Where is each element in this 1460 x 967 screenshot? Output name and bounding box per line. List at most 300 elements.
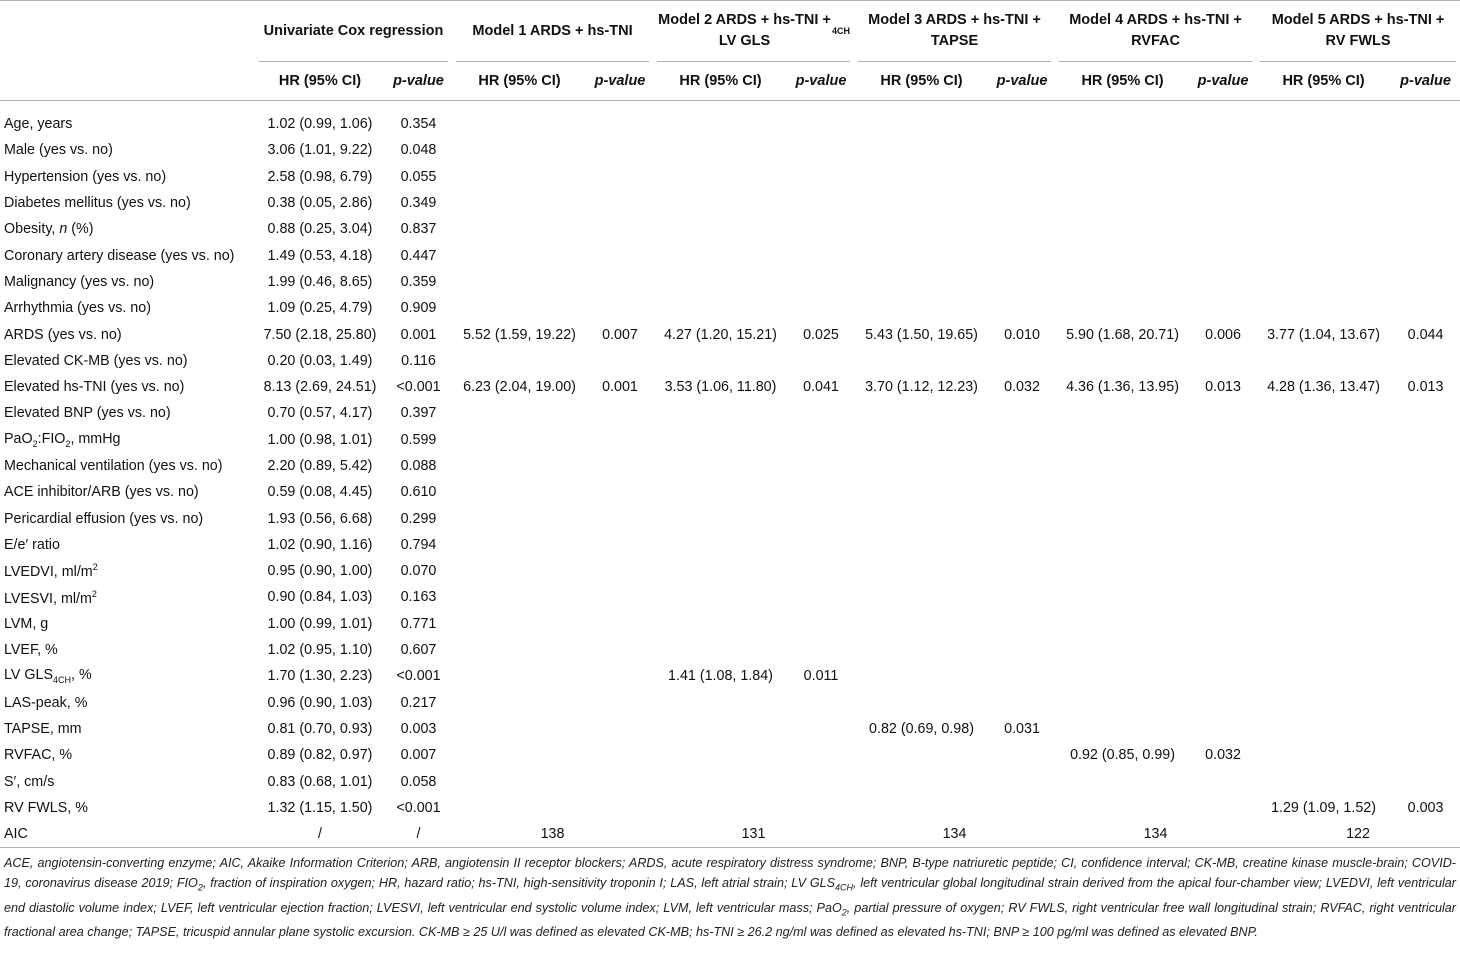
p-cell bbox=[1391, 453, 1460, 479]
hr-cell: 1.02 (0.95, 1.10) bbox=[267, 642, 373, 659]
col-p: p-value bbox=[1190, 62, 1256, 101]
col-hr: HR (95% CI) bbox=[1055, 62, 1190, 101]
hr-cell: 1.70 (1.30, 2.23) bbox=[267, 668, 373, 685]
hr-cell bbox=[1256, 295, 1391, 321]
hr-cell bbox=[854, 663, 989, 689]
col-hr: HR (95% CI) bbox=[255, 62, 385, 101]
p-cell: 0.447 bbox=[400, 247, 437, 264]
group-univariate: Univariate Cox regression bbox=[255, 1, 452, 63]
aic-cell: 134 bbox=[1055, 821, 1256, 848]
p-cell bbox=[587, 558, 653, 584]
row-label: Malignancy (yes vs. no) bbox=[4, 273, 155, 290]
p-cell bbox=[587, 400, 653, 426]
p-cell: 0.610 bbox=[400, 484, 437, 501]
hr-cell: 1.02 (0.90, 1.16) bbox=[267, 536, 373, 553]
p-cell bbox=[587, 453, 653, 479]
hr-cell bbox=[1055, 242, 1190, 268]
p-cell: 0.011 bbox=[803, 668, 839, 685]
p-cell bbox=[1190, 768, 1256, 794]
hr-cell: 0.70 (0.57, 4.17) bbox=[267, 405, 373, 422]
hr-cell bbox=[653, 348, 788, 374]
hr-cell bbox=[1256, 111, 1391, 137]
p-cell bbox=[587, 348, 653, 374]
p-cell bbox=[1190, 164, 1256, 190]
header-group-row bbox=[0, 1, 1460, 63]
hr-cell bbox=[1055, 479, 1190, 505]
hr-cell bbox=[854, 558, 989, 584]
table-row bbox=[0, 137, 1460, 163]
hr-cell bbox=[1256, 637, 1391, 663]
row-label: RV FWLS, % bbox=[4, 799, 88, 816]
p-cell bbox=[1391, 479, 1460, 505]
hr-cell bbox=[1055, 137, 1190, 163]
p-cell bbox=[788, 295, 854, 321]
hr-cell: 7.50 (2.18, 25.80) bbox=[263, 326, 377, 343]
hr-cell bbox=[653, 137, 788, 163]
p-cell: 0.055 bbox=[400, 168, 437, 185]
hr-cell: 8.13 (2.69, 24.51) bbox=[263, 379, 377, 396]
p-cell: 0.031 bbox=[1004, 720, 1040, 737]
hr-cell bbox=[653, 768, 788, 794]
row-label: $PaO_2:FIO_2$, mmHg bbox=[4, 430, 121, 449]
hr-cell: 1.02 (0.99, 1.06) bbox=[267, 116, 373, 133]
p-cell: 0.163 bbox=[400, 589, 437, 606]
table-row bbox=[0, 427, 1460, 453]
hr-cell bbox=[854, 269, 989, 295]
hr-cell bbox=[1256, 269, 1391, 295]
row-label: ARDS (yes vs. no) bbox=[4, 326, 122, 343]
hr-cell bbox=[1256, 663, 1391, 689]
p-cell: 0.397 bbox=[400, 405, 437, 422]
p-cell: 0.607 bbox=[400, 642, 437, 659]
hr-cell bbox=[452, 427, 587, 453]
table-row bbox=[0, 611, 1460, 637]
p-cell bbox=[587, 690, 653, 716]
table-row bbox=[0, 742, 1460, 768]
row-label: Arrhythmia (yes vs. no) bbox=[4, 300, 151, 317]
hr-cell bbox=[452, 742, 587, 768]
p-cell bbox=[788, 716, 854, 742]
p-cell: 0.032 bbox=[1004, 379, 1040, 396]
row-label: Elevated hs-TNI (yes vs. no) bbox=[4, 379, 185, 396]
p-cell bbox=[989, 111, 1055, 137]
table-row bbox=[0, 505, 1460, 531]
hr-cell bbox=[1256, 768, 1391, 794]
col-p: p-value bbox=[788, 62, 854, 101]
hr-cell bbox=[452, 137, 587, 163]
p-cell bbox=[1391, 584, 1460, 610]
hr-cell bbox=[1256, 611, 1391, 637]
table-row bbox=[0, 663, 1460, 689]
hr-cell: 0.90 (0.84, 1.03) bbox=[267, 589, 373, 606]
table-row bbox=[0, 269, 1460, 295]
hr-cell bbox=[854, 742, 989, 768]
p-cell: 0.007 bbox=[602, 326, 638, 343]
p-cell bbox=[1391, 111, 1460, 137]
p-cell bbox=[1190, 795, 1256, 821]
table-row bbox=[0, 795, 1460, 821]
p-cell bbox=[989, 742, 1055, 768]
p-cell bbox=[788, 690, 854, 716]
table-row bbox=[0, 479, 1460, 505]
hr-cell: 3.70 (1.12, 12.23) bbox=[865, 379, 978, 396]
p-cell bbox=[1190, 637, 1256, 663]
p-cell bbox=[989, 795, 1055, 821]
hr-cell: 1.09 (0.25, 4.79) bbox=[267, 300, 373, 317]
p-cell: 0.058 bbox=[400, 773, 437, 790]
table-row bbox=[0, 532, 1460, 558]
p-cell bbox=[788, 611, 854, 637]
hr-cell bbox=[854, 795, 989, 821]
p-cell: 0.771 bbox=[400, 615, 437, 632]
hr-cell bbox=[653, 295, 788, 321]
p-cell bbox=[989, 637, 1055, 663]
hr-cell bbox=[1055, 637, 1190, 663]
p-cell bbox=[989, 164, 1055, 190]
p-cell bbox=[989, 690, 1055, 716]
p-cell: 0.041 bbox=[803, 379, 839, 396]
hr-cell bbox=[653, 164, 788, 190]
hr-cell: 0.89 (0.82, 0.97) bbox=[267, 747, 373, 764]
p-cell bbox=[1190, 427, 1256, 453]
p-cell bbox=[788, 269, 854, 295]
p-cell bbox=[788, 190, 854, 216]
p-cell bbox=[989, 216, 1055, 242]
hr-cell bbox=[854, 216, 989, 242]
hr-cell bbox=[1055, 690, 1190, 716]
hr-cell bbox=[854, 690, 989, 716]
p-cell bbox=[587, 795, 653, 821]
p-cell: <0.001 bbox=[396, 379, 441, 396]
hr-cell bbox=[854, 137, 989, 163]
row-label: TAPSE, mm bbox=[4, 720, 82, 737]
hr-cell: 1.49 (0.53, 4.18) bbox=[267, 247, 373, 264]
p-cell: 0.010 bbox=[1004, 326, 1040, 343]
hr-cell bbox=[1256, 164, 1391, 190]
p-cell: 0.349 bbox=[400, 195, 437, 212]
p-cell: 0.025 bbox=[803, 326, 839, 343]
row-label: LV $GLS_{4CH}$, % bbox=[4, 667, 92, 686]
table-row bbox=[0, 821, 1460, 848]
table-row bbox=[0, 584, 1460, 610]
p-cell bbox=[587, 768, 653, 794]
hr-cell bbox=[1055, 348, 1190, 374]
hr-cell bbox=[1256, 348, 1391, 374]
p-cell bbox=[1190, 269, 1256, 295]
hr-cell bbox=[653, 584, 788, 610]
table-body bbox=[0, 101, 1460, 848]
aic-cell: / bbox=[255, 821, 385, 848]
hr-cell: 1.93 (0.56, 6.68) bbox=[267, 510, 373, 527]
p-cell bbox=[989, 611, 1055, 637]
hr-cell bbox=[1055, 400, 1190, 426]
p-cell bbox=[788, 742, 854, 768]
p-cell: 0.116 bbox=[401, 352, 436, 369]
p-cell bbox=[1190, 558, 1256, 584]
row-label: Pericardial effusion (yes vs. no) bbox=[4, 510, 204, 527]
hr-cell bbox=[452, 453, 587, 479]
hr-cell bbox=[452, 795, 587, 821]
table-row bbox=[0, 111, 1460, 137]
hr-cell: 0.20 (0.03, 1.49) bbox=[267, 352, 373, 369]
hr-cell bbox=[653, 505, 788, 531]
p-cell bbox=[587, 637, 653, 663]
hr-cell: 1.41 (1.08, 1.84) bbox=[668, 668, 773, 685]
p-cell bbox=[788, 348, 854, 374]
p-cell bbox=[989, 242, 1055, 268]
p-cell bbox=[788, 479, 854, 505]
p-cell: 0.013 bbox=[1407, 379, 1444, 396]
p-cell: 0.006 bbox=[1205, 326, 1241, 343]
p-cell bbox=[587, 584, 653, 610]
p-cell: 0.007 bbox=[400, 747, 437, 764]
p-cell bbox=[1391, 295, 1460, 321]
row-label: LAS-peak, % bbox=[4, 694, 88, 711]
p-cell bbox=[788, 795, 854, 821]
hr-cell: 2.20 (0.89, 5.42) bbox=[267, 458, 373, 474]
p-cell bbox=[587, 716, 653, 742]
p-cell bbox=[587, 216, 653, 242]
hr-cell bbox=[854, 427, 989, 453]
table-row bbox=[0, 216, 1460, 242]
p-cell bbox=[1190, 453, 1256, 479]
aic-cell: / bbox=[385, 821, 452, 848]
p-cell bbox=[788, 558, 854, 584]
hr-cell: 1.00 (0.98, 1.01) bbox=[267, 431, 373, 448]
p-cell bbox=[1190, 400, 1256, 426]
hr-cell bbox=[1055, 716, 1190, 742]
group-model-2: Model 2 ARDS + hs-TNI + LV GLS 4CH bbox=[653, 1, 854, 63]
p-cell bbox=[587, 164, 653, 190]
p-cell: 0.909 bbox=[400, 300, 437, 317]
p-cell bbox=[1391, 742, 1460, 768]
hr-cell bbox=[1256, 690, 1391, 716]
hr-cell bbox=[653, 190, 788, 216]
header-column-row bbox=[0, 62, 1460, 101]
p-cell bbox=[788, 584, 854, 610]
hr-cell bbox=[1256, 137, 1391, 163]
hr-cell bbox=[452, 400, 587, 426]
hr-cell bbox=[452, 716, 587, 742]
hr-cell: 5.43 (1.50, 19.65) bbox=[865, 326, 978, 343]
row-label: LVEF, % bbox=[4, 642, 58, 659]
hr-cell bbox=[1055, 532, 1190, 558]
hr-cell bbox=[1256, 532, 1391, 558]
p-cell bbox=[788, 637, 854, 663]
p-cell bbox=[788, 137, 854, 163]
p-cell bbox=[1190, 111, 1256, 137]
hr-cell bbox=[653, 611, 788, 637]
hr-cell bbox=[653, 453, 788, 479]
hr-cell bbox=[452, 190, 587, 216]
hr-cell bbox=[653, 716, 788, 742]
p-cell bbox=[788, 505, 854, 531]
row-label: Elevated BNP (yes vs. no) bbox=[4, 405, 171, 422]
hr-cell: 1.29 (1.09, 1.52) bbox=[1271, 799, 1376, 816]
hr-cell bbox=[1055, 453, 1190, 479]
p-cell bbox=[1190, 532, 1256, 558]
hr-cell bbox=[854, 637, 989, 663]
hr-cell bbox=[1055, 505, 1190, 531]
p-cell bbox=[587, 269, 653, 295]
hr-cell bbox=[1055, 611, 1190, 637]
hr-cell bbox=[452, 295, 587, 321]
hr-cell bbox=[452, 584, 587, 610]
hr-cell bbox=[653, 532, 788, 558]
p-cell: 0.599 bbox=[400, 431, 437, 448]
aic-cell: 122 bbox=[1256, 821, 1460, 848]
p-cell bbox=[587, 137, 653, 163]
p-cell: 0.003 bbox=[1407, 799, 1444, 816]
p-cell: 0.794 bbox=[400, 536, 437, 553]
hr-cell bbox=[653, 400, 788, 426]
p-cell: 0.299 bbox=[400, 510, 437, 527]
hr-cell: 1.32 (1.15, 1.50) bbox=[267, 799, 373, 816]
p-cell bbox=[1190, 216, 1256, 242]
p-cell bbox=[788, 216, 854, 242]
row-label: RVFAC, % bbox=[4, 747, 73, 764]
p-cell bbox=[788, 427, 854, 453]
p-cell: 0.837 bbox=[400, 221, 437, 238]
hr-cell bbox=[854, 505, 989, 531]
p-cell bbox=[587, 505, 653, 531]
hr-cell bbox=[1256, 584, 1391, 610]
table-row bbox=[0, 637, 1460, 663]
p-cell bbox=[1391, 716, 1460, 742]
p-cell bbox=[1391, 768, 1460, 794]
col-p: p-value bbox=[989, 62, 1055, 101]
p-cell bbox=[587, 532, 653, 558]
hr-cell bbox=[1256, 216, 1391, 242]
row-label: Mechanical ventilation (yes vs. no) bbox=[4, 458, 223, 474]
hr-cell: 0.59 (0.08, 4.45) bbox=[267, 484, 373, 501]
p-cell bbox=[989, 453, 1055, 479]
p-cell bbox=[1391, 348, 1460, 374]
row-label: Age, years bbox=[4, 116, 73, 133]
hr-cell bbox=[653, 216, 788, 242]
row-label: Elevated CK-MB (yes vs. no) bbox=[4, 352, 188, 369]
row-label: LVM, g bbox=[4, 615, 49, 632]
row-label: Hypertension (yes vs. no) bbox=[4, 168, 167, 185]
hr-cell bbox=[1055, 216, 1190, 242]
p-cell bbox=[1190, 663, 1256, 689]
hr-cell bbox=[653, 795, 788, 821]
hr-cell bbox=[1055, 663, 1190, 689]
group-model-1: Model 1 ARDS + hs-TNI bbox=[452, 1, 653, 63]
col-p: p-value bbox=[1391, 62, 1460, 101]
col-hr: HR (95% CI) bbox=[452, 62, 587, 101]
hr-cell bbox=[452, 242, 587, 268]
row-label: Obesity, n (%) bbox=[4, 221, 94, 238]
hr-cell bbox=[452, 690, 587, 716]
table-row bbox=[0, 716, 1460, 742]
p-cell bbox=[587, 479, 653, 505]
p-cell bbox=[1391, 190, 1460, 216]
hr-cell bbox=[854, 584, 989, 610]
row-label: AIC bbox=[0, 821, 255, 848]
p-cell bbox=[587, 190, 653, 216]
p-cell bbox=[989, 400, 1055, 426]
p-cell bbox=[788, 768, 854, 794]
group-model-4: Model 4 ARDS + hs-TNI + RVFAC bbox=[1055, 1, 1256, 63]
p-cell bbox=[1190, 505, 1256, 531]
hr-cell bbox=[1055, 795, 1190, 821]
hr-cell bbox=[1256, 716, 1391, 742]
hr-cell: 0.38 (0.05, 2.86) bbox=[267, 195, 373, 212]
row-label: Diabetes mellitus (yes vs. no) bbox=[4, 195, 191, 212]
col-p: p-value bbox=[385, 62, 452, 101]
hr-cell bbox=[452, 216, 587, 242]
hr-cell bbox=[854, 768, 989, 794]
p-cell bbox=[788, 532, 854, 558]
hr-cell bbox=[452, 505, 587, 531]
hr-cell bbox=[1055, 269, 1190, 295]
hr-cell: 3.53 (1.06, 11.80) bbox=[664, 379, 777, 396]
hr-cell: 6.23 (2.04, 19.00) bbox=[463, 379, 576, 396]
hr-cell bbox=[854, 348, 989, 374]
hr-cell bbox=[653, 111, 788, 137]
hr-cell: 5.52 (1.59, 19.22) bbox=[463, 326, 576, 343]
p-cell bbox=[1391, 532, 1460, 558]
p-cell bbox=[788, 242, 854, 268]
hr-cell: 0.88 (0.25, 3.04) bbox=[267, 221, 373, 238]
p-cell bbox=[989, 137, 1055, 163]
hr-cell bbox=[653, 427, 788, 453]
row-label: ACE inhibitor/ARB (yes vs. no) bbox=[4, 484, 199, 501]
hr-cell bbox=[1256, 453, 1391, 479]
hr-cell bbox=[1055, 558, 1190, 584]
p-cell bbox=[1391, 164, 1460, 190]
p-cell: <0.001 bbox=[396, 668, 441, 685]
p-cell bbox=[1391, 611, 1460, 637]
hr-cell bbox=[854, 479, 989, 505]
p-cell: 0.217 bbox=[400, 694, 437, 711]
p-cell: 0.088 bbox=[400, 458, 437, 474]
col-hr: HR (95% CI) bbox=[1256, 62, 1391, 101]
p-cell bbox=[1190, 611, 1256, 637]
p-cell: 0.354 bbox=[400, 116, 437, 133]
hr-cell bbox=[452, 164, 587, 190]
hr-cell bbox=[452, 111, 587, 137]
aic-cell: 134 bbox=[854, 821, 1055, 848]
hr-cell bbox=[452, 637, 587, 663]
table-row bbox=[0, 768, 1460, 794]
p-cell bbox=[587, 295, 653, 321]
hr-cell: 3.06 (1.01, 9.22) bbox=[267, 142, 373, 159]
p-cell bbox=[587, 242, 653, 268]
hr-cell bbox=[854, 532, 989, 558]
p-cell bbox=[1391, 558, 1460, 584]
table-row bbox=[0, 558, 1460, 584]
row-label: S′, cm/s bbox=[4, 773, 55, 790]
p-cell bbox=[1391, 427, 1460, 453]
hr-cell: 0.82 (0.69, 0.98) bbox=[869, 720, 974, 737]
p-cell bbox=[587, 611, 653, 637]
p-cell bbox=[1190, 690, 1256, 716]
p-cell bbox=[989, 505, 1055, 531]
hr-cell bbox=[452, 558, 587, 584]
p-cell bbox=[1391, 137, 1460, 163]
hr-cell bbox=[854, 400, 989, 426]
hr-cell bbox=[854, 453, 989, 479]
hr-cell bbox=[1055, 190, 1190, 216]
aic-cell: 138 bbox=[452, 821, 653, 848]
aic-cell: 131 bbox=[653, 821, 854, 848]
p-cell bbox=[587, 742, 653, 768]
p-cell: 0.070 bbox=[400, 563, 437, 580]
p-cell bbox=[1190, 348, 1256, 374]
p-cell: 0.003 bbox=[400, 720, 437, 737]
